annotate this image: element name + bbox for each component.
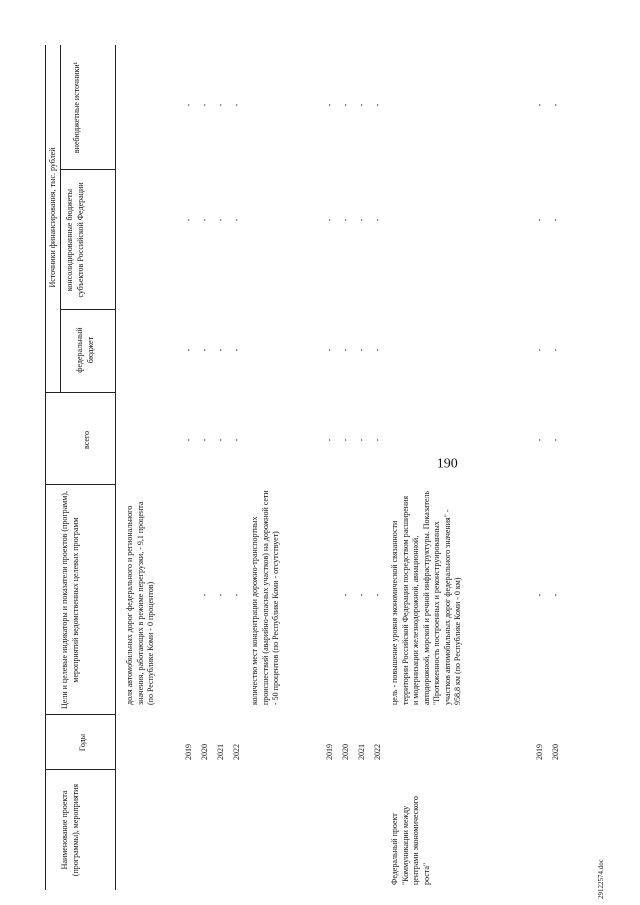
dash: - — [216, 348, 225, 352]
dash: - — [232, 593, 241, 597]
header-extra: внебюджетные источники¹ — [72, 61, 81, 154]
dash: - — [373, 218, 382, 222]
dash: - — [373, 348, 382, 352]
dash: - — [216, 218, 225, 222]
dash: - — [200, 103, 209, 107]
year: 2021 — [216, 744, 225, 760]
dash: - — [551, 103, 560, 107]
footer-code: 29122574.doc — [597, 859, 605, 899]
dash: - — [232, 103, 241, 107]
dash: - — [373, 438, 382, 442]
dash: - — [200, 438, 209, 442]
dash: - — [357, 103, 366, 107]
dash: - — [341, 348, 350, 352]
year: 2020 — [551, 744, 560, 760]
indicator-1: доля автомобильных дорог федерального и регионального значения, работающих в режиме перегрузки, - 9,1 процента (по Республике Коми - 0 процентов) — [125, 501, 155, 705]
dash: - — [551, 438, 560, 442]
dash: - — [200, 348, 209, 352]
year: 2022 — [232, 744, 241, 760]
dash: - — [325, 348, 334, 352]
header-federal: федеральный бюджет — [75, 327, 95, 373]
dash: - — [551, 593, 560, 597]
dash: - — [357, 593, 366, 597]
dash: - — [551, 218, 560, 222]
dash: - — [325, 438, 334, 442]
year: 2020 — [341, 744, 350, 760]
project-name: Федеральный проект "Коммуникации между центрами экономического роста" — [390, 796, 431, 885]
dash: - — [341, 438, 350, 442]
dash: - — [373, 593, 382, 597]
header-years: Годы — [78, 733, 87, 752]
page-number: 190 — [436, 456, 458, 472]
dash: - — [357, 438, 366, 442]
dash: - — [357, 218, 366, 222]
dash: - — [535, 218, 544, 222]
dash: - — [216, 438, 225, 442]
dash: - — [184, 348, 193, 352]
dash: - — [357, 348, 366, 352]
dash: - — [200, 593, 209, 597]
year: 2022 — [373, 744, 382, 760]
indicator-2: количество мест концентрации дорожно-транспортных происшествий (аварийно-опасных участков) на дорожной сети - 50 процентов (по Республике Коми - отсутствует) — [250, 490, 280, 705]
dash: - — [184, 438, 193, 442]
year: 2019 — [535, 744, 544, 760]
year: 2019 — [184, 744, 193, 760]
dash: - — [200, 218, 209, 222]
dash: - — [373, 103, 382, 107]
dash: - — [325, 103, 334, 107]
dash: - — [551, 348, 560, 352]
dash: - — [325, 218, 334, 222]
year: 2020 — [200, 744, 209, 760]
dash: - — [232, 348, 241, 352]
indicator-3: цель - повышение уровня экономической связанности территории Российской Федерации посредством расширения и модернизации железнодорожной, авиационной, автодорожной, морской и речной инфраструктуры. Показатель "Протяженность построенных и реконструированных участков автомобильных дорог федерального значения" - 958,8 км (по Республике Коми - 0 км) — [390, 490, 462, 705]
year: 2019 — [325, 744, 334, 760]
dash: - — [184, 103, 193, 107]
header-sources: Источники финансирования, тыс. рублей — [48, 147, 57, 288]
header-project: Наименование проекта (программы), мероприятия — [60, 783, 80, 877]
dash: - — [535, 103, 544, 107]
year: 2021 — [357, 744, 366, 760]
dash: - — [216, 103, 225, 107]
dash: - — [341, 218, 350, 222]
dash: - — [216, 593, 225, 597]
dash: - — [341, 593, 350, 597]
dash: - — [535, 348, 544, 352]
dash: - — [535, 438, 544, 442]
header-regional: консолидированные бюджеты субъектов Российской Федерации — [65, 182, 85, 298]
dash: - — [232, 218, 241, 222]
dash: - — [232, 438, 241, 442]
dash: - — [535, 593, 544, 597]
header-goals: Цели и целевые индикаторы и показатели проектов (программ), мероприятий ведомственных целевых программ — [60, 491, 80, 709]
header-total: всего — [82, 431, 91, 450]
dash: - — [341, 103, 350, 107]
dash: - — [184, 218, 193, 222]
